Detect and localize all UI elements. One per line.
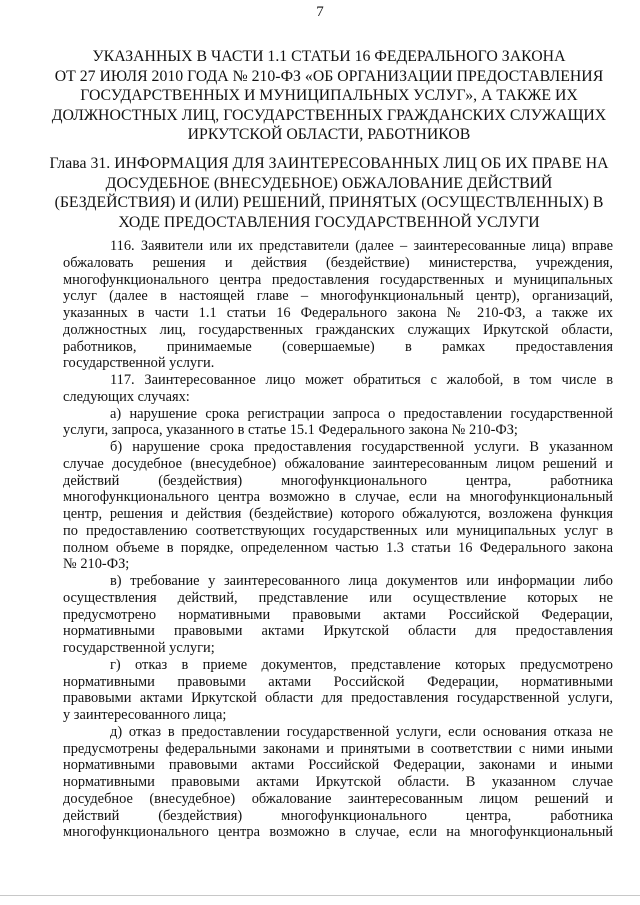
item-v-line: осуществления действий, представление или осуществление которых не [63, 589, 613, 606]
item-v-line: предусмотрено нормативными правовыми актами Российской Федерации, [63, 606, 613, 623]
item-b-line: действий (бездействия) многофункционального центра, работника [63, 472, 613, 489]
chapter-heading [48, 154, 610, 232]
chapter-heading-line: ХОДЕ ПРЕДОСТАВЛЕНИЯ ГОСУДАРСТВЕННОЙ УСЛУГИ [118, 213, 540, 231]
item-g-line: г) отказ в приеме документов, представление которых предусмотрено [110, 656, 613, 673]
item-b-line: б) нарушение срока предоставления государственной услуги. В указанном [110, 439, 613, 455]
item-d-line: д) отказ в предоставлении государственной услуги, если основания отказа не [110, 723, 613, 740]
item-g-line: правовыми актами Иркутской области для предоставления государственной услуги, [63, 690, 613, 707]
item-b-line: полном объеме в порядке, определенном частью 1.3 статьи 16 Федерального закона [63, 539, 613, 556]
item-d-line: досудебное (внесудебное) обжалование заинтересованным лицом решений и [63, 790, 613, 807]
chapter-heading-line: ДОСУДЕБНОЕ (ВНЕСУДЕБНОЕ) ОБЖАЛОВАНИЕ ДЕЙСТВИЙ [105, 174, 553, 192]
chapter-heading-line: (БЕЗДЕЙСТВИЯ) И (ИЛИ) РЕШЕНИЙ, ПРИНЯТЫХ (ОСУЩЕСТВЛЕННЫХ) В [54, 194, 604, 212]
item-b-line: центр, решения и действия (бездействие) которого обжалуются, возложена функция [63, 506, 613, 522]
item-d-line: действий (бездействия) многофункционального центра, работника [63, 807, 613, 824]
paragraph-116-line: многофункционального центра предоставления государственных и муниципальных [63, 271, 613, 288]
section-heading-line: ОТ 27 ИЮЛЯ 2010 ГОДА № 210-ФЗ «ОБ ОРГАНИЗАЦИИ ПРЕДОСТАВЛЕНИЯ [54, 67, 604, 85]
section-heading-line: ИРКУТСКОЙ ОБЛАСТИ, РАБОТНИКОВ [187, 126, 471, 144]
section-heading-line: УКАЗАННЫХ В ЧАСТИ 1.1 СТАТЬИ 16 ФЕДЕРАЛЬНОГО ЗАКОНА [92, 48, 566, 65]
paragraph-116-line: указанных в части 1.1 статьи 16 Федерального закона № 210-ФЗ, а также их [63, 305, 613, 321]
item-d-line: многофункционального центра возможно в случае, если на многофункциональный [63, 824, 613, 841]
section-heading [48, 47, 610, 145]
item-g-line: нормативными правовыми актами Российской Федерации, нормативными [63, 673, 613, 690]
item-b-line: случае досудебное (внесудебное) обжалование заинтересованным лицом решений и [63, 455, 613, 472]
paragraph-117-line: 117. Заинтересованное лицо может обратиться с жалобой, в том числе в [110, 372, 613, 388]
item-b-line: по предоставлению соответствующих государственных или муниципальных услуг в [63, 522, 613, 539]
item-v-line: в) требование у заинтересованного лица документов или информации либо [110, 573, 613, 589]
paragraph-116-line: государственной услуги. [63, 355, 215, 372]
item-b-line: № 210-ФЗ; [63, 556, 130, 573]
page-number: 7 [316, 4, 324, 20]
paragraph-116-line: должностных лиц, государственных гражданских служащих Иркутской области, [63, 321, 613, 338]
chapter-heading-line: Глава 31. ИНФОРМАЦИЯ ДЛЯ ЗАИНТЕРЕСОВАННЫХ ЛИЦ ОБ ИХ ПРАВЕ НА [49, 155, 609, 172]
paragraph-116-line: работников, принимаемые (совершаемые) в рамках предоставления [63, 338, 613, 355]
section-heading-line: ДОЛЖНОСТНЫХ ЛИЦ, ГОСУДАРСТВЕННЫХ ГРАЖДАНСКИХ СЛУЖАЩИХ [51, 106, 607, 124]
page-bottom-edge [0, 895, 640, 896]
item-d-line: предусмотрены федеральными законами и принятыми в соответствии с ними иными [63, 740, 613, 757]
item-a-line: а) нарушение срока регистрации запроса о предоставлении государственной [110, 405, 613, 422]
item-b-line: многофункционального центра возможно в случае, если на многофункциональный [63, 489, 613, 506]
item-v-line: государственной услуги; [63, 640, 215, 656]
item-d-line: нормативными правовыми актами Российской Федерации, законами и иными [63, 757, 613, 774]
body-text [63, 238, 613, 841]
item-v-line: нормативными правовыми актами Иркутской области для предоставления [63, 623, 613, 640]
item-a-line: услуги, запроса, указанного в статье 15.1 Федерального закона № 210-ФЗ; [63, 422, 518, 439]
paragraph-116-line: услуг (далее в настоящей главе – многофункциональный центр), организаций, [63, 288, 613, 305]
item-d-line: нормативными правовыми актами Иркутской области. В указанном случае [63, 774, 613, 790]
paragraph-116-line: обжаловать решения и действия (бездействие) министерства, учреждения, [63, 254, 613, 271]
paragraph-116-line: 116. Заявители или их представители (далее – заинтересованные лица) вправе [110, 238, 613, 254]
paragraph-117-line: следующих случаях: [63, 388, 190, 405]
section-heading-line: ГОСУДАРСТВЕННЫХ И МУНИЦИПАЛЬНЫХ УСЛУГ», А ТАКЖЕ ИХ [80, 87, 578, 105]
item-g-line: у заинтересованного лица; [63, 707, 227, 723]
